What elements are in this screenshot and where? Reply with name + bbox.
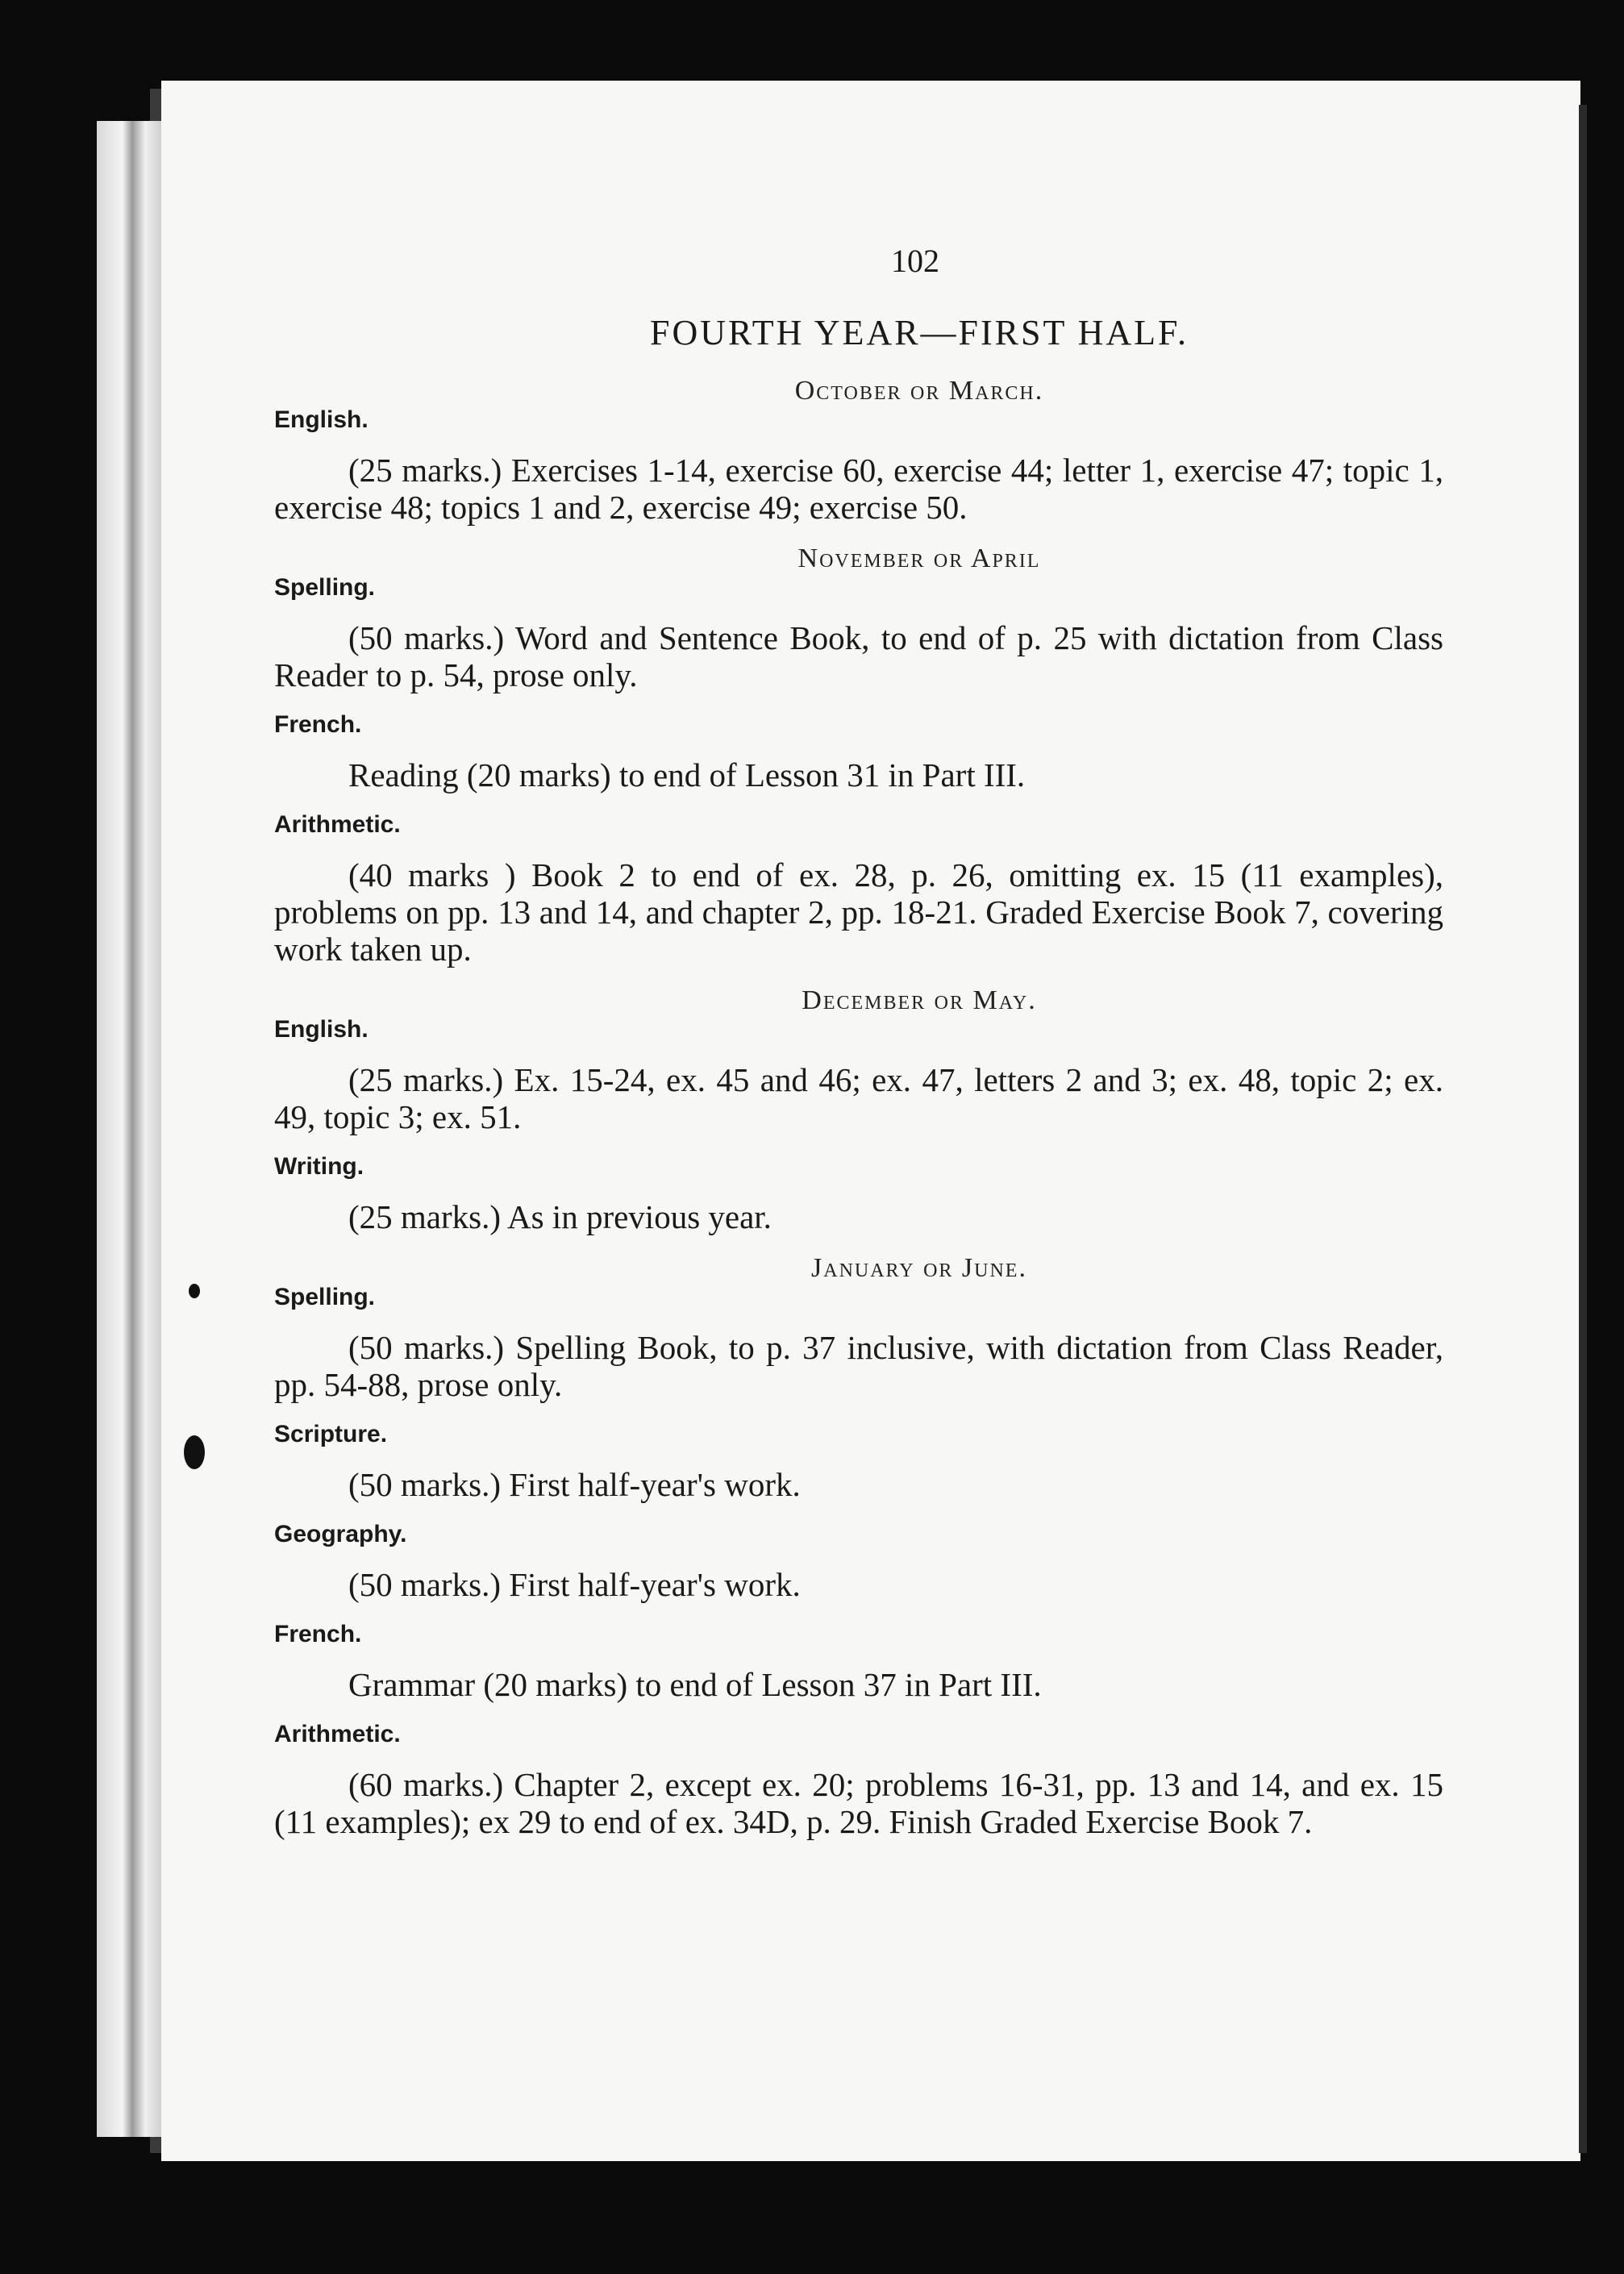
subject-text: (25 marks.) Ex. 15-24, ex. 45 and 46; ex. 47, letters 2 and 3; ex. 48, topic 2; ex. 49, topic 3; ex. 51. — [274, 1061, 1443, 1135]
section-january-june — [274, 1253, 1443, 1840]
subject-heading: Arithmetic. — [274, 811, 401, 838]
month-heading: January or June. — [811, 1253, 1027, 1283]
subject-text: (25 marks.) Exercises 1-14, exercise 60, exercise 44; letter 1, exercise 47; topic 1, exercise 48; topics 1 and 2, exercise 49; exercise 50. — [274, 452, 1443, 526]
subject-heading: French. — [274, 711, 362, 738]
subject-text: (40 marks ) Book 2 to end of ex. 28, p. 26, omitting ex. 15 (11 examples), problems on pp. 13 and 14, and chapter 2, pp. 18-21. Graded Exercise Book 7, covering work taken up. — [274, 856, 1443, 968]
subject-heading: Arithmetic. — [274, 1721, 401, 1747]
subject-heading: Spelling. — [274, 574, 376, 601]
page-binding-edge — [97, 121, 161, 2137]
ink-speck — [184, 1435, 205, 1469]
subject-text: (50 marks.) Spelling Book, to p. 37 inclusive, with dictation from Class Reader, pp. 54-88, prose only. — [274, 1329, 1443, 1403]
subject-text: Grammar (20 marks) to end of Lesson 37 in Part III. — [348, 1666, 1042, 1703]
page-right-edge — [1579, 105, 1587, 2153]
subject-heading: English. — [274, 406, 369, 433]
section-december-may — [274, 985, 1443, 1235]
subject-heading: Writing. — [274, 1153, 364, 1180]
subject-heading: Geography. — [274, 1521, 407, 1547]
month-heading: October or March. — [794, 376, 1044, 406]
subject-text: (50 marks.) First half-year's work. — [348, 1566, 801, 1603]
subject-text: (50 marks.) First half-year's work. — [348, 1466, 801, 1503]
subject-heading: French. — [274, 1621, 362, 1647]
subject-heading: Spelling. — [274, 1284, 376, 1310]
subject-text: (50 marks.) Word and Sentence Book, to end of p. 25 with dictation from Class Reader to p. 54, prose only. — [274, 619, 1443, 693]
subject-text: (25 marks.) As in previous year. — [348, 1198, 772, 1235]
subject-heading: Scripture. — [274, 1421, 388, 1447]
page-number: 102 — [891, 243, 939, 279]
page-content — [274, 242, 1443, 1858]
section-november-april — [274, 544, 1443, 968]
section-october-march — [274, 376, 1443, 526]
subject-heading: English. — [274, 1016, 369, 1043]
subject-text: Reading (20 marks) to end of Lesson 31 in Part III. — [348, 756, 1026, 793]
ink-speck — [189, 1284, 200, 1298]
month-heading: November or April — [797, 544, 1041, 573]
subject-text: (60 marks.) Chapter 2, except ex. 20; problems 16-31, pp. 13 and 14, and ex. 15 (11 examples); ex 29 to end of ex. 34D, p. 29. Finish Graded Exercise Book 7. — [274, 1766, 1443, 1840]
month-heading: December or May. — [802, 985, 1037, 1015]
page-title: FOURTH YEAR—FIRST HALF. — [650, 313, 1189, 352]
